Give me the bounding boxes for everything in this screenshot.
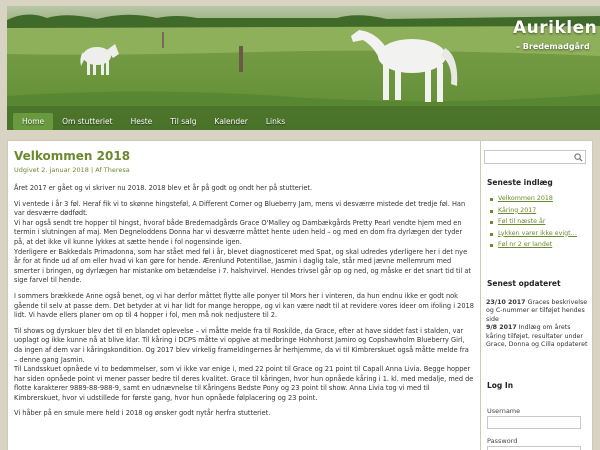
search-icon[interactable]	[574, 153, 583, 162]
password-input[interactable]	[487, 446, 581, 450]
recent-post-link[interactable]: Kåring 2017	[486, 207, 588, 216]
post-meta-separator: | Af	[90, 166, 102, 174]
header-hero-image	[7, 6, 600, 130]
recent-post-link[interactable]: Føl nr 2 er landet	[486, 241, 588, 250]
post-paragraph: I sommers brækkede Anne også benet, og vi har derfor måttet flytte alle ponyer til Mors her i vinteren, da hun endnu ikke er godt nok gående til selv at passe dem. Det betyder at vi har lidt for mange heroppe, og vi kan være nødt til at revidere vores ideer om ifoling i 2018 lidt. Vi havde ellers planer om op til 4 hopper i fol, men må nok nedjustere til 2.	[14, 291, 474, 320]
update-date: 9/8 2017	[486, 324, 517, 332]
site-title[interactable]: Auriklen	[513, 18, 598, 38]
post-meta	[14, 166, 474, 174]
updates-title: Senest opdateret	[487, 279, 561, 288]
update-text: Indlæg om årets kåring tilføjet, resultater under Grace, Donna og Cilla opdateret	[486, 324, 588, 349]
recent-post-link[interactable]: Føl til næste år	[486, 218, 588, 227]
sidebar	[481, 140, 593, 450]
recent-post-link[interactable]: Lykken varer ikke evigt…	[486, 230, 588, 239]
update-entry	[486, 324, 588, 349]
password-label: Password	[487, 437, 518, 445]
post-author[interactable]: Theresa	[103, 166, 130, 174]
site-header	[7, 6, 600, 130]
nav-om-stutteriet[interactable]: Om stutteriet	[62, 117, 113, 126]
recent-posts-list	[486, 195, 588, 253]
search-input[interactable]	[484, 150, 586, 164]
post-paragraph: Året 2017 er gået og vi skriver nu 2018. 2018 blev et år på godt og ondt her på stutteriet.	[14, 184, 313, 192]
recent-post-link[interactable]: Velkommen 2018	[486, 195, 588, 204]
nav-kalender[interactable]: Kalender	[214, 117, 248, 126]
update-date: 23/10 2017	[486, 299, 526, 306]
nav-home[interactable]: Home	[13, 113, 53, 130]
post-title[interactable]: Velkommen 2018	[14, 149, 131, 163]
site-tagline: – Bredemadgård	[516, 42, 590, 51]
main-content	[7, 140, 481, 450]
main-nav	[13, 113, 294, 130]
post-paragraph: Til shows og dyrskuer blev det til en blandet oplevelse – vi måtte melde fra til Roskilde, da Grace, efter at have siddet fast i stalden, var uoplagt og ikke kunne nå at blive klar. Til kåring i DCPS måtte vi opgive at medbringe Hohnhorst Jamiro og Copshawholm Blueberry Girl, da ingen af dem var i kåringskondition. Og 2017 blev virkelig frameldingernes år herhjemme, da vi til Kimbrerskuet også måtte melde fra – denne gang Jasmin. Til Landsskuet opnåede vi to bedømmelser, som vi ikke var enige i, med 22 point til Grace og 21 point til Capall Anna Livia. Begge hopper har siden opnåede point vi mener passer bedre til deres kvalitet. Grace til kåringen, hvor hun opnåede kåring i 1. kl. med medalje, med de flotte karakterer 9889-88-988-9, samt en udnævnelse til Kåringens Bedste Pony og 23 point til show. Anna Livia tog vi med til Kimbrerskuet, hvor vi udstillede for første gang, hvor hun opnåede følplacering og 23 point.	[14, 326, 474, 402]
nav-links[interactable]: Links	[265, 117, 286, 126]
updates-list	[486, 299, 588, 349]
login-title: Log In	[487, 381, 514, 390]
blog-post	[8, 141, 480, 419]
post-date[interactable]: 2. januar 2018	[41, 166, 89, 174]
recent-posts-title: Seneste indlæg	[487, 178, 553, 187]
update-entry	[486, 299, 588, 324]
post-paragraph: Vi ventede i år 3 føl. Heraf fik vi to skønne hingsteføl, A Different Corner og Blueberry Jam, mens vi desværre mistede det tredje føl. Han var desværre dødfødt. Vi har også sendt tre hopper til hingst, hvoraf både Bredemadgårds Grace O'Malley og Dambækgårds Pretty Pearl vendte hjem med en termin i slutningen af maj. Men Degneloddens Donna har vi desværre måttet hente uden held – og med en dom fra dyrlægen der tyder på, at det ikke vil kunne lykkes at sætte hende i fol nogensinde igen. Yderligere er Bakkedals Primadonna, som har stået med føl i år, blevet diagnosticeret med Spat, og skal udredes yderligere her i det nye år for at finde ud af om eller hvad vi kan gøre for hende. Ærenlund Potentillae, Jasmin i daglig tale, står med jævne mellemrum med smerter i bringen, og dyrlægen har mistanke om betændelse i 7. halshvirvel. Hendes trivsel går op og ned, og måske er det snart tid til at sige farvel til hende.	[14, 199, 471, 285]
update-text: Graces beskrivelse og C-nummer er tilføjet hendes side	[486, 299, 588, 323]
post-paragraph: Vi håber på en smule mere held i 2018 og ønsker godt nytår herfra stutteriet.	[14, 409, 271, 418]
username-input[interactable]	[487, 416, 581, 429]
nav-heste[interactable]: Heste	[130, 117, 153, 126]
post-meta-prefix: Udgivet	[14, 166, 40, 174]
username-label: Username	[487, 407, 521, 415]
nav-til-salg[interactable]: Til salg	[170, 117, 197, 126]
